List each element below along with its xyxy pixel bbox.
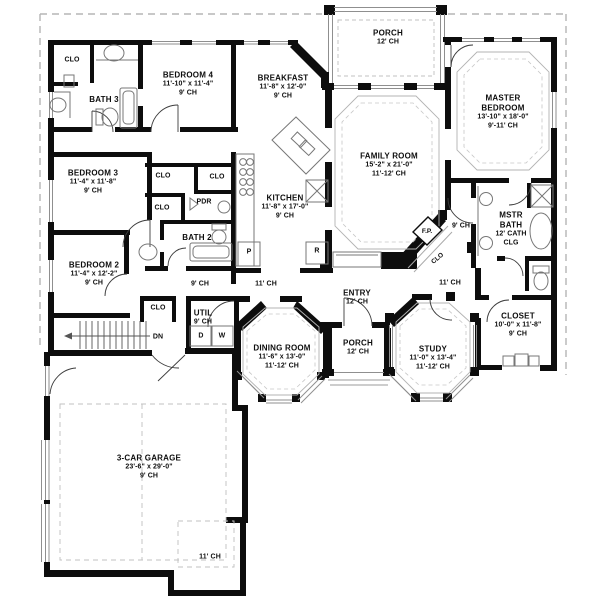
room-label-entry: ENTRY 12' CH [343,288,371,306]
room-label-dining-room: DINING ROOM 11'-6" x 13'-0" 11'-12' CH [253,343,311,369]
garage-details [60,404,234,567]
label-clo-stairs: CLO [150,304,166,312]
label-11ch-gallery: 11' CH [255,280,277,288]
label-dn: DN [152,333,164,341]
label-11ch-garage-nook: 11' CH [199,553,221,561]
room-label-bedroom4: BEDROOM 4 11'-10" x 11'-4" 9' CH [162,70,214,96]
room-label-study: STUDY 11'-0" x 13'-4" 11'-12' CH [409,344,457,370]
toilet-icon [212,230,226,244]
room-label-family-room: FAMILY ROOM 15'-2" x 21'-0" 11'-12' CH [360,151,418,177]
label-clo-bath3: CLO [64,56,80,64]
label-9ch-west-hall: 9' CH [190,280,210,288]
room-label-master-bedroom: MASTER BEDROOM 13'-10" x 18'-0" 9'-11' CH [477,93,529,129]
toilet-icon [102,108,118,126]
sink-icon [218,201,230,213]
label-fireplace: F.P. [421,227,433,235]
room-label-bath2: BATH 2 [182,233,212,242]
room-label-closet: CLOSET 10'-0" x 11'-8" 9' CH [494,311,542,337]
room-label-bedroom3: BEDROOM 3 11'-4" x 11'-8" 9' CH [67,168,119,194]
rear-porch [322,5,447,90]
room-label-bedroom2: BEDROOM 2 11'-4" x 12'-2" 9' CH [68,260,120,286]
hearth [333,252,381,267]
label-9ch-master-hall: 9' CH [451,222,471,230]
front-porch-steps [328,380,390,385]
label-refrigerator: R [314,247,320,255]
room-label-bath3: BATH 3 [89,95,119,104]
sink-icon [480,193,493,206]
room-label-breakfast: BREAKFAST 11'-8" x 12'-0" 9' CH [257,73,309,99]
sink-icon [291,132,307,147]
sink-icon [104,45,124,61]
room-label-mstr-bath: MSTR BATH 12' CATH CLG [495,210,527,246]
room-label-rear-porch: PORCH 12' CH [373,28,403,46]
room-label-pdr: PDR [196,198,212,206]
sink-icon [139,244,157,260]
room-label-kitchen: KITCHEN 11'-8" x 17'-0" 9' CH [261,193,309,219]
label-clo-fireplace: CLO [430,251,446,266]
label-clo-a: CLO [155,172,171,180]
label-11ch-right-hall: 11' CH [439,279,461,287]
kitchen-island [272,117,330,174]
toilet-icon [534,272,548,290]
room-label-front-porch: PORCH 12' CH [343,338,373,356]
label-clo-b: CLO [209,173,225,181]
room-label-garage: 3-CAR GARAGE 23'-6" x 29'-0" 9' CH [116,453,182,479]
label-washer: W [218,332,226,340]
label-dryer: D [198,332,204,340]
label-clo-c: CLO [154,204,170,212]
label-pantry: P [246,248,252,256]
room-label-util: UTIL 9' CH [193,308,213,326]
stairs [64,321,150,349]
